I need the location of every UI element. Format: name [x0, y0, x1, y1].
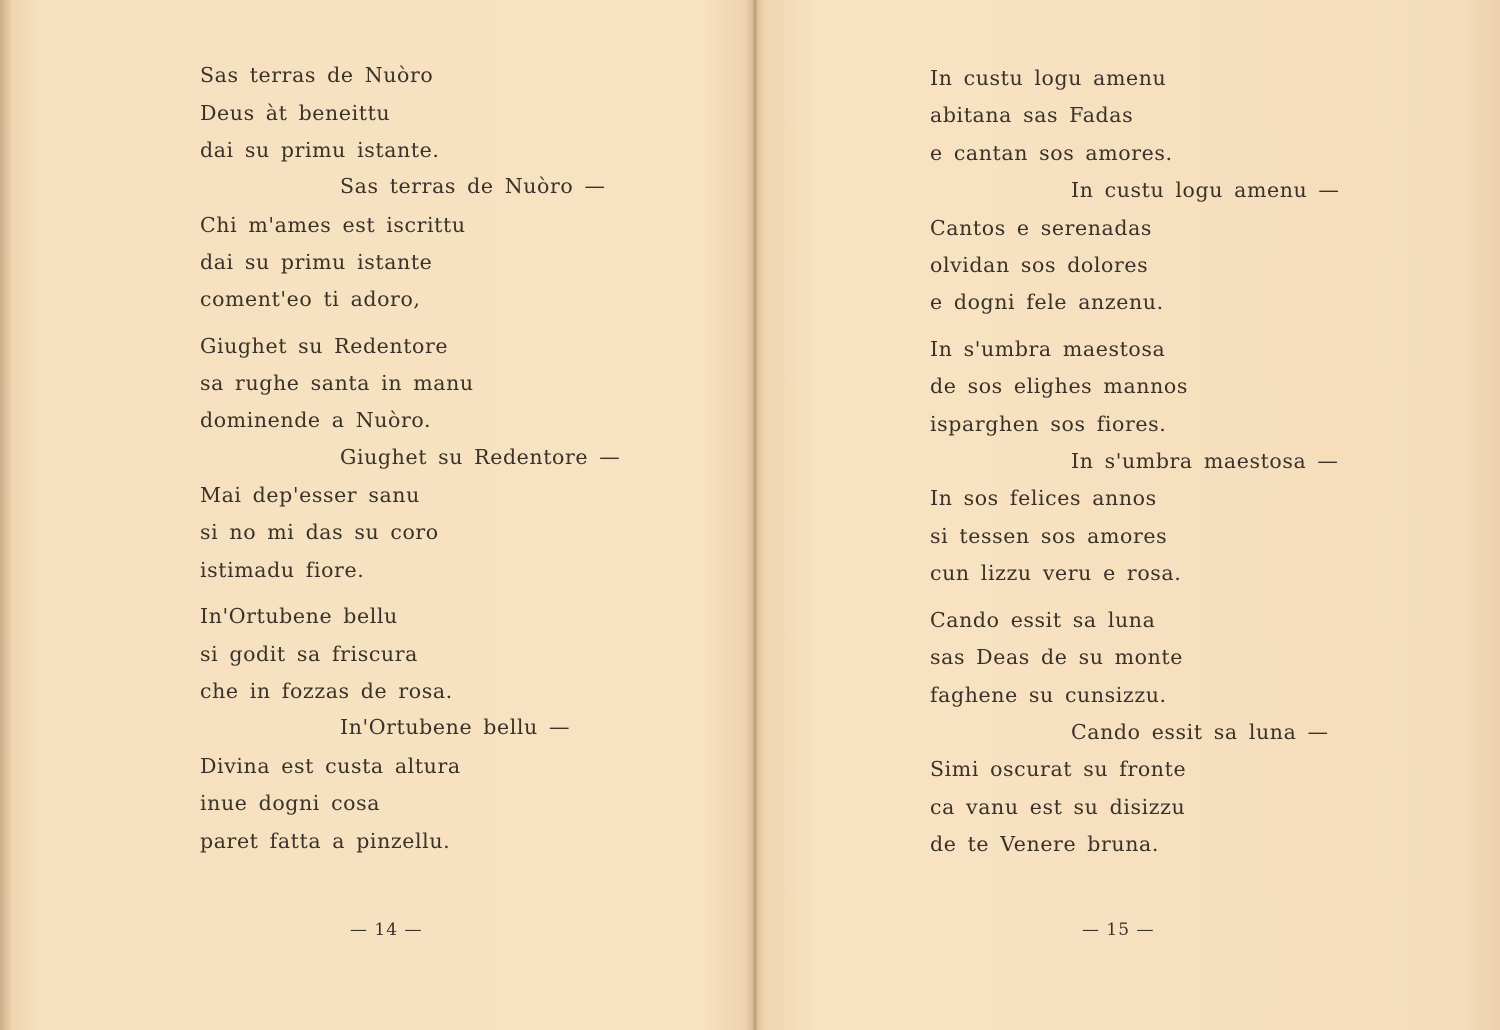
verse-line: faghene su cunsizzu.	[930, 683, 1167, 707]
verse-line: e dogni fele anzenu.	[930, 290, 1164, 314]
verse-line: dominende a Nuòro.	[200, 408, 432, 432]
verse-line: In custu logu amenu	[930, 66, 1167, 90]
verse-line: Giughet su Redentore	[200, 334, 449, 358]
verse-line: Cando essit sa luna	[930, 608, 1156, 632]
right-page	[758, 0, 1500, 1030]
verse-line: ca vanu est su disizzu	[930, 795, 1186, 819]
verse-line: Chi m'ames est iscrittu	[200, 213, 466, 237]
verse-line: In sos felices annos	[930, 486, 1157, 510]
verse-line: sa rughe santa in manu	[200, 371, 474, 395]
verse-line: Mai dep'esser sanu	[200, 483, 420, 507]
verse-line: de sos elighes mannos	[930, 374, 1188, 398]
verse-line: de te Venere bruna.	[930, 832, 1159, 856]
verse-line: In'Ortubene bellu	[200, 604, 398, 628]
verse-line: Simi oscurat su fronte	[930, 757, 1187, 781]
refrain-line: In s'umbra maestosa —	[1071, 449, 1339, 473]
verse-line: si godit sa friscura	[200, 642, 418, 666]
verse-line: Divina est custa altura	[200, 754, 461, 778]
refrain-line: Cando essit sa luna —	[1071, 720, 1329, 744]
refrain-line: In custu logu amenu —	[1071, 178, 1340, 202]
verse-line: abitana sas Fadas	[930, 103, 1134, 127]
page-number: — 15 —	[1082, 920, 1155, 940]
verse-line: si tessen sos amores	[930, 524, 1168, 548]
page-number: — 14 —	[350, 920, 423, 940]
verse-line: istimadu fiore.	[200, 558, 365, 582]
verse-line: cun lizzu veru e rosa.	[930, 561, 1182, 585]
verse-line: si no mi das su coro	[200, 520, 439, 544]
verse-line: inue dogni cosa	[200, 791, 381, 815]
refrain-line: Sas terras de Nuòro —	[340, 174, 606, 198]
verse-line: Deus àt beneittu	[200, 101, 391, 125]
verse-line: dai su primu istante	[200, 250, 433, 274]
verse-line: Cantos e serenadas	[930, 216, 1153, 240]
verse-line: isparghen sos fiores.	[930, 412, 1167, 436]
verse-line: In s'umbra maestosa	[930, 337, 1166, 361]
verse-line: e cantan sos amores.	[930, 141, 1173, 165]
verse-line: olvidan sos dolores	[930, 253, 1149, 277]
verse-line: che in fozzas de rosa.	[200, 679, 453, 703]
verse-line: sas Deas de su monte	[930, 645, 1183, 669]
verse-line: coment'eo ti adoro,	[200, 287, 421, 311]
refrain-line: Giughet su Redentore —	[340, 445, 621, 469]
verse-line: dai su primu istante.	[200, 138, 440, 162]
verse-line: paret fatta a pinzellu.	[200, 829, 451, 853]
verse-line: Sas terras de Nuòro	[200, 63, 434, 87]
refrain-line: In'Ortubene bellu —	[340, 715, 571, 739]
